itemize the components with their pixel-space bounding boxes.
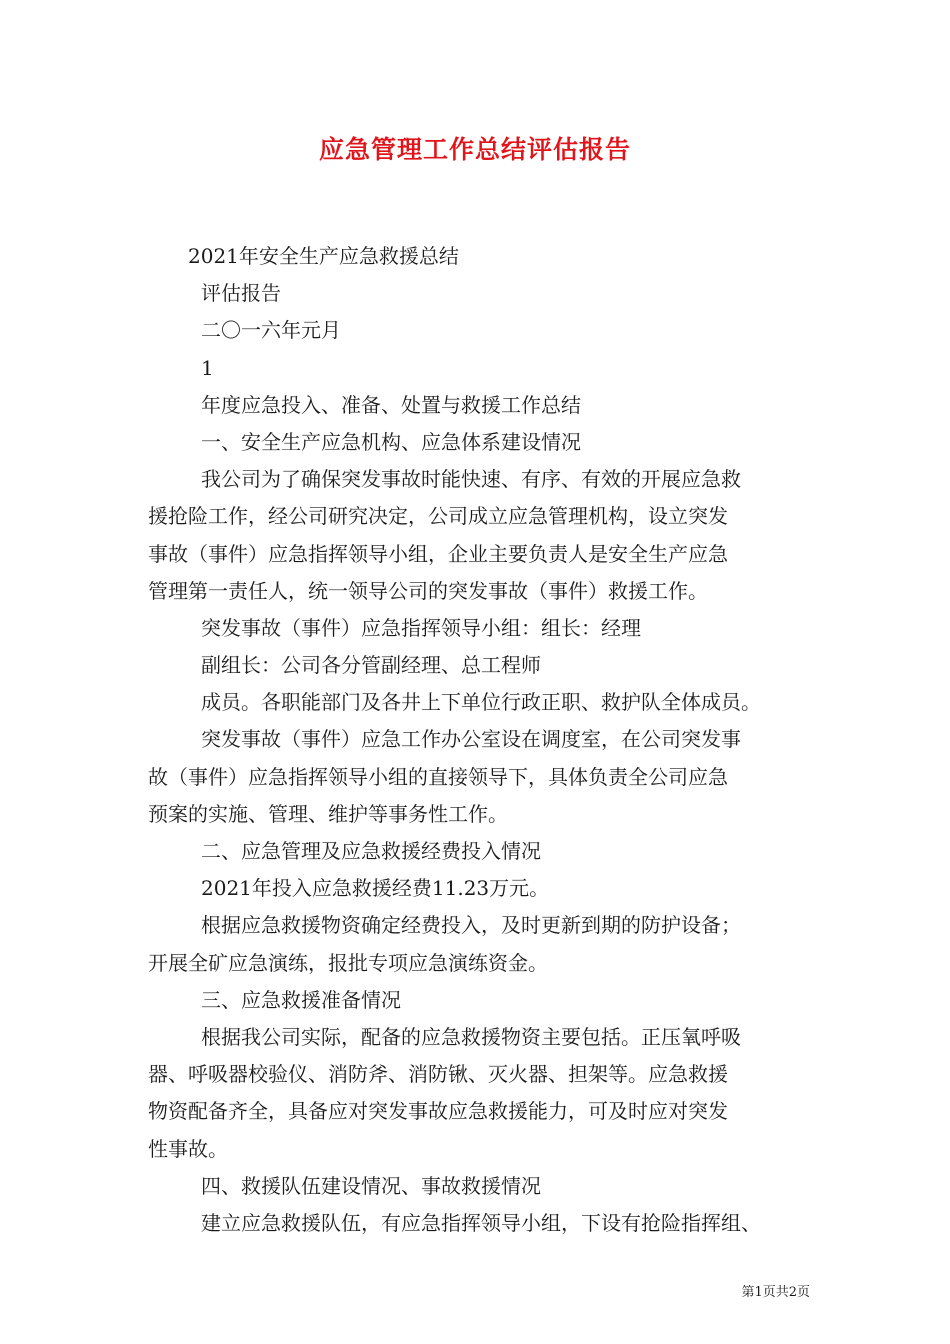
text-line: 成员。各职能部门及各井上下单位行政正职、救护队全体成员。 bbox=[201, 690, 761, 715]
text-line: 评估报告 bbox=[201, 281, 281, 306]
text-line: 管理第一责任人，统一领导公司的突发事故（事件）救援工作。 bbox=[148, 578, 708, 603]
text-line: 2021年安全生产应急救援总结 bbox=[188, 244, 459, 268]
text-line: 开展全矿应急演练，报批专项应急演练资金。 bbox=[148, 950, 548, 975]
text-line: 突发事故（事件）应急指挥领导小组：组长：经理 bbox=[201, 615, 641, 640]
text-line: 预案的实施、管理、维护等事务性工作。 bbox=[148, 801, 508, 826]
text-line: 根据应急救援物资确定经费投入，及时更新到期的防护设备； bbox=[201, 913, 741, 938]
text-line: 年度应急投入、准备、处置与救援工作总结 bbox=[201, 392, 581, 417]
text-line: 故（事件）应急指挥领导小组的直接领导下，具体负责全公司应急 bbox=[148, 764, 728, 789]
text-line: 2021年投入应急救援经费11.23万元。 bbox=[201, 876, 550, 901]
text-line: 性事故。 bbox=[148, 1136, 228, 1161]
text-line: 器、呼吸器校验仪、消防斧、消防锹、灭火器、担架等。应急救援 bbox=[148, 1062, 728, 1087]
document-body bbox=[148, 238, 808, 1242]
text-line: 四、救援队伍建设情况、事故救援情况 bbox=[201, 1173, 541, 1198]
text-line: 副组长：公司各分管副经理、总工程师 bbox=[201, 653, 541, 678]
text-line: 突发事故（事件）应急工作办公室设在调度室，在公司突发事 bbox=[201, 727, 741, 752]
text-line: 我公司为了确保突发事故时能快速、有序、有效的开展应急救 bbox=[201, 467, 741, 492]
text-line: 援抢险工作，经公司研究决定，公司成立应急管理机构，设立突发 bbox=[148, 504, 728, 529]
text-line: 根据我公司实际，配备的应急救援物资主要包括。正压氧呼吸 bbox=[201, 1024, 741, 1049]
text-line: 二、应急管理及应急救援经费投入情况 bbox=[201, 839, 541, 863]
text-line: 物资配备齐全，具备应对突发事故应急救援能力，可及时应对突发 bbox=[148, 1099, 728, 1124]
text-line: 二〇一六年元月 bbox=[201, 318, 341, 343]
text-line: 建立应急救援队伍，有应急指挥领导小组，下设有抢险指挥组、 bbox=[201, 1210, 761, 1235]
text-line: 三、应急救援准备情况 bbox=[201, 987, 401, 1012]
document-title: 应急管理工作总结评估报告 bbox=[318, 135, 631, 164]
page-indicator: 第1页共2页 bbox=[741, 1285, 810, 1300]
text-line: 1 bbox=[201, 355, 214, 380]
text-line: 一、安全生产应急机构、应急体系建设情况 bbox=[201, 429, 581, 454]
text-line: 事故（事件）应急指挥领导小组，企业主要负责人是安全生产应急 bbox=[148, 541, 728, 566]
